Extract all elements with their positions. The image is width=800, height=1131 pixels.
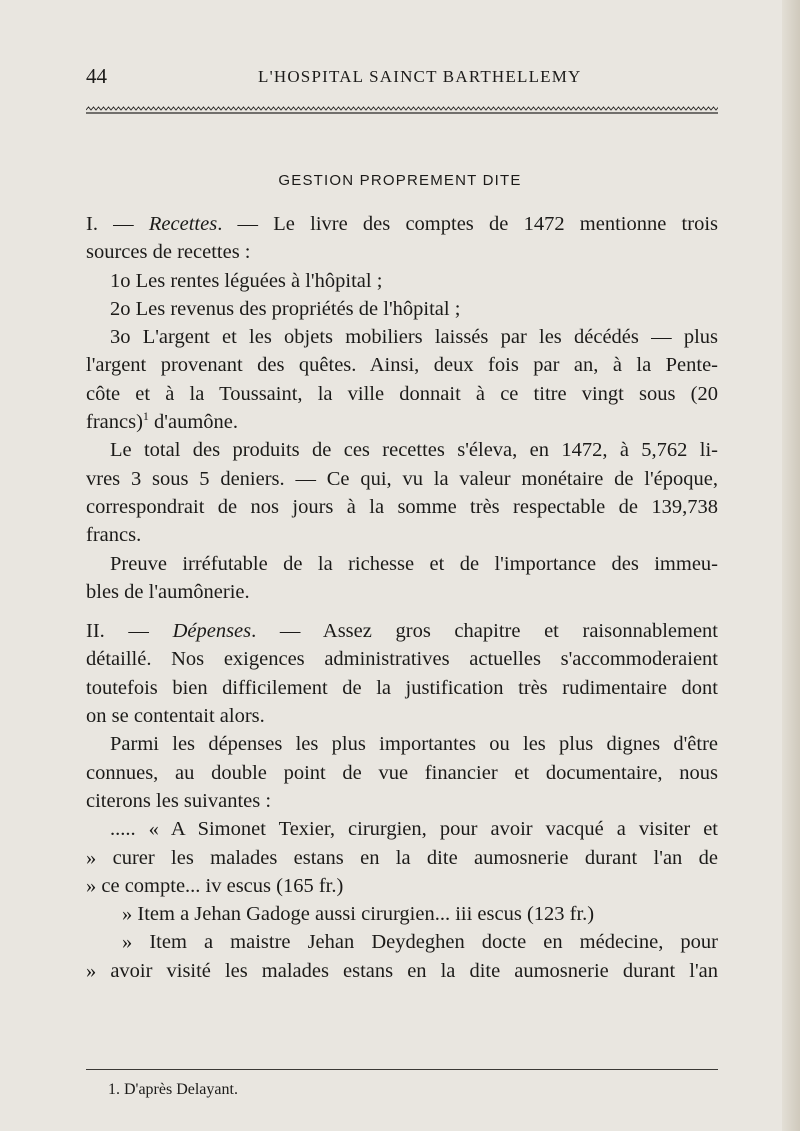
text-line: vres 3 sous 5 deniers. — Ce qui, vu la valeur monétaire de l'époque,: [86, 467, 718, 490]
text-line: ..... « A Simonet Texier, cirurgien, pour avoir vacqué a visiter et: [110, 818, 718, 841]
text-line: francs)$^1$ d'aumône.: [86, 409, 238, 434]
text-line: Parmi les dépenses les plus importantes ou les plus dignes d'être: [110, 733, 718, 756]
text-line: côte et à la Toussaint, la ville donnait à ce titre vingt sous (20: [86, 382, 718, 405]
page-edge: [782, 0, 800, 1131]
text-line: I. — Recettes. — Le livre des comptes de 1472 mentionne trois: [86, 213, 718, 235]
text-line: » Item a maistre Jehan Deydeghen docte en médecine, pour: [122, 931, 718, 954]
text-line: bles de l'aumônerie.: [86, 580, 250, 603]
text-line: 3o L'argent et les objets mobiliers laissés par les décédés — plus: [110, 326, 718, 349]
text-line: » ce compte... iv escus (165 fr.): [86, 874, 344, 897]
text-line: 1o Les rentes léguées à l'hôpital ;: [110, 269, 383, 292]
text-line: détaillé. Nos exigences administratives actuelles s'accommoderaient: [86, 648, 718, 671]
text-line: correspondrait de nos jours à la somme très respectable de 139,738: [86, 495, 718, 518]
ornamental-rule: [86, 106, 718, 114]
text-line: Le total des produits de ces recettes s'éleva, en 1472, à 5,762 li-: [110, 439, 718, 462]
text-line: l'argent provenant des quêtes. Ainsi, deux fois par an, à la Pente-: [86, 354, 718, 377]
text-line: Preuve irréfutable de la richesse et de l'importance des immeu-: [110, 552, 718, 575]
running-head: [86, 64, 718, 94]
text-line: on se contentait alors.: [86, 705, 265, 728]
text-line: II. — Dépenses. — Assez gros chapitre et raisonnablement: [86, 620, 718, 643]
footnote-rule: [86, 1069, 718, 1070]
section-title: GESTION PROPREMENT DITE: [278, 172, 522, 189]
text-line: » Item a Jehan Gadoge aussi cirurgien... iii escus (123 fr.): [122, 903, 595, 926]
page-number: 44: [86, 64, 107, 88]
text-line: francs.: [86, 524, 142, 547]
text-line: 2o Les revenus des propriétés de l'hôpital ;: [110, 297, 461, 320]
running-title: L'HOSPITAL SAINCT BARTHELLEMY: [258, 67, 582, 86]
text-line: » curer les malades estans en la dite aumosnerie durant l'an de: [86, 846, 718, 869]
text-line: citerons les suivantes :: [86, 789, 272, 812]
text-line: connues, au double point de vue financier et documentaire, nous: [86, 761, 718, 784]
text-line: » avoir visité les malades estans en la dite aumosnerie durant l'an: [86, 959, 718, 982]
text-line: toutefois bien difficilement de la justification très rudimentaire dont: [86, 676, 718, 699]
body-text: [86, 210, 718, 985]
footnote-marker: 1: [142, 409, 149, 424]
footnote: 1. D'après Delayant.: [108, 1081, 238, 1098]
text-line: sources de recettes :: [86, 241, 251, 264]
